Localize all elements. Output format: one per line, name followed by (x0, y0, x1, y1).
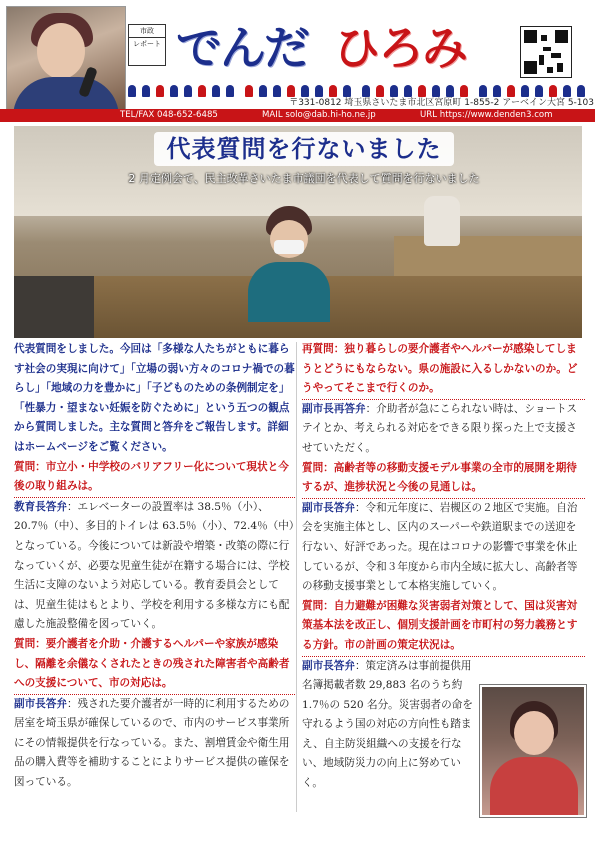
answer-3-label: 副市長再答弁 (302, 402, 366, 415)
page-headline: 代表質問を行ないました (154, 132, 454, 166)
mail-link[interactable]: MAIL solo@dab.hi-ho.ne.jp (262, 110, 376, 120)
qr-code-icon[interactable] (520, 26, 572, 78)
answer-4 (302, 499, 585, 597)
portrait-photo (6, 6, 126, 120)
answer-1-label: 教育長答弁 (14, 500, 67, 513)
answer-4-text: ：令和元年度に、岩槻区の２地区で実施。自治会を実施主体とし、区内のスーパーや鉄道駅までの送迎を行ない、好評であった。現在はコロナの影響で事業を休止しているが、令和３年度から市内全域に拡大し、高齢者等の移動支援事業として本格実施していく。 (302, 501, 578, 593)
answer-1-text: ：エレベーターの設置率は 38.5％（小）、20.7％（中）、多目的トイレは 63.5％（小）、72.4％（中）となっている。今後については新設や増築・改築の際に行なっていくが、必要な児童生徒が在籍する場合には、学校生活に支障のないよう対応している。教育委員会としては、児童生徒はもとより、学校を利用する多様な方にも配慮した施設整備を図っていく。 (14, 500, 295, 631)
report-badge (128, 24, 166, 66)
badge-line1: 市政 (140, 27, 154, 35)
council-member-photo (480, 685, 586, 817)
url-link[interactable]: URL https://www.denden3.com (420, 110, 553, 120)
question-4: 質問：高齢者等の移動支援モデル事業の全市的展開を期待するが、進捗状況と今後の見通しは。 (302, 459, 585, 499)
question-2: 質問：要介護者を介助・介護するヘルパーや家族が感染し、隔離を余儀なくされたときの残された障害者や高齢者への支援について、市の対応は。 (14, 635, 297, 695)
contact-bar (0, 109, 595, 122)
left-column (14, 340, 297, 793)
tel-fax: TEL/FAX 048-652-6485 (120, 110, 218, 120)
question-3: 再質問：独り暮らしの要介護者やヘルパーが感染してしまうとどうにもならない。県の施設に入るしかないのか。どうやってそこまで行くのか。 (302, 340, 585, 400)
answer-1 (14, 498, 297, 635)
answer-3 (302, 400, 585, 459)
page-subheadline: 2 月定例会で、民主改革さいたま市議団を代表して質問を行ないました (128, 172, 480, 185)
answer-4-label: 副市長答弁 (302, 501, 355, 514)
intro-paragraph: 代表質問をしました。今回は「多様な人たちがともに暮らす社会の実現に向けて」「立場の弱い方々のコロナ禍での暮らし」「地域の力を豊かに」「子どものための条例制定を」「性暴力・望まない妊娠を防ぐために」という五つの観点から質問しました。主な質問と答弁をご報告します。詳細はホームページをご覧ください。 (14, 343, 295, 453)
question-1: 質問：市立小・中学校のバリアフリー化について現状と今後の取り組みは。 (14, 458, 297, 498)
badge-line2: レポート (129, 37, 165, 50)
answer-2 (14, 695, 297, 793)
answer-2-text: ：残された要介護者が一時的に利用するための居室を埼玉県が確保しているので、市内のサービス事業所にその情報提供を行なっている。また、割増賃金や衛生用品の購入費等を補助することによりサービス提供の確保を図っている。 (14, 697, 290, 789)
header (0, 0, 595, 122)
question-5: 質問：自力避難が困難な災害弱者対策として、国は災害対策基本法を改正し、個別支援計画を市町村の努力義務とする方針。市の計画の策定状況は。 (302, 597, 585, 657)
column-divider (296, 342, 297, 812)
answer-2-label: 副市長答弁 (14, 697, 67, 710)
answer-5 (302, 657, 474, 794)
masthead-title (176, 20, 506, 80)
address: 〒331-0812 埼玉県さいたま市北区宮原町 1-855-2 アーベイン大宮 5-103 (289, 98, 594, 108)
answer-3-text: ：介助者が急にこられない時は、ショートステイとか、考えられる対応をできる限り探った上で支援させていただく。 (302, 402, 578, 454)
answer-5-text: ：策定済みは事前提供用名簿掲載者数 29,883 名のうち約 1.7％の 520 名分。災害弱者の命を守れるよう国の対応の方向性も踏まえ、自主防災組織への支援を行ない、地域防災力の向上に努めていく。 (302, 659, 473, 790)
title-part2: ひろみ (334, 21, 466, 75)
title-part1: でんだ (176, 21, 308, 75)
people-figures-icon (128, 82, 592, 96)
answer-5-label: 副市長答弁 (302, 659, 355, 672)
